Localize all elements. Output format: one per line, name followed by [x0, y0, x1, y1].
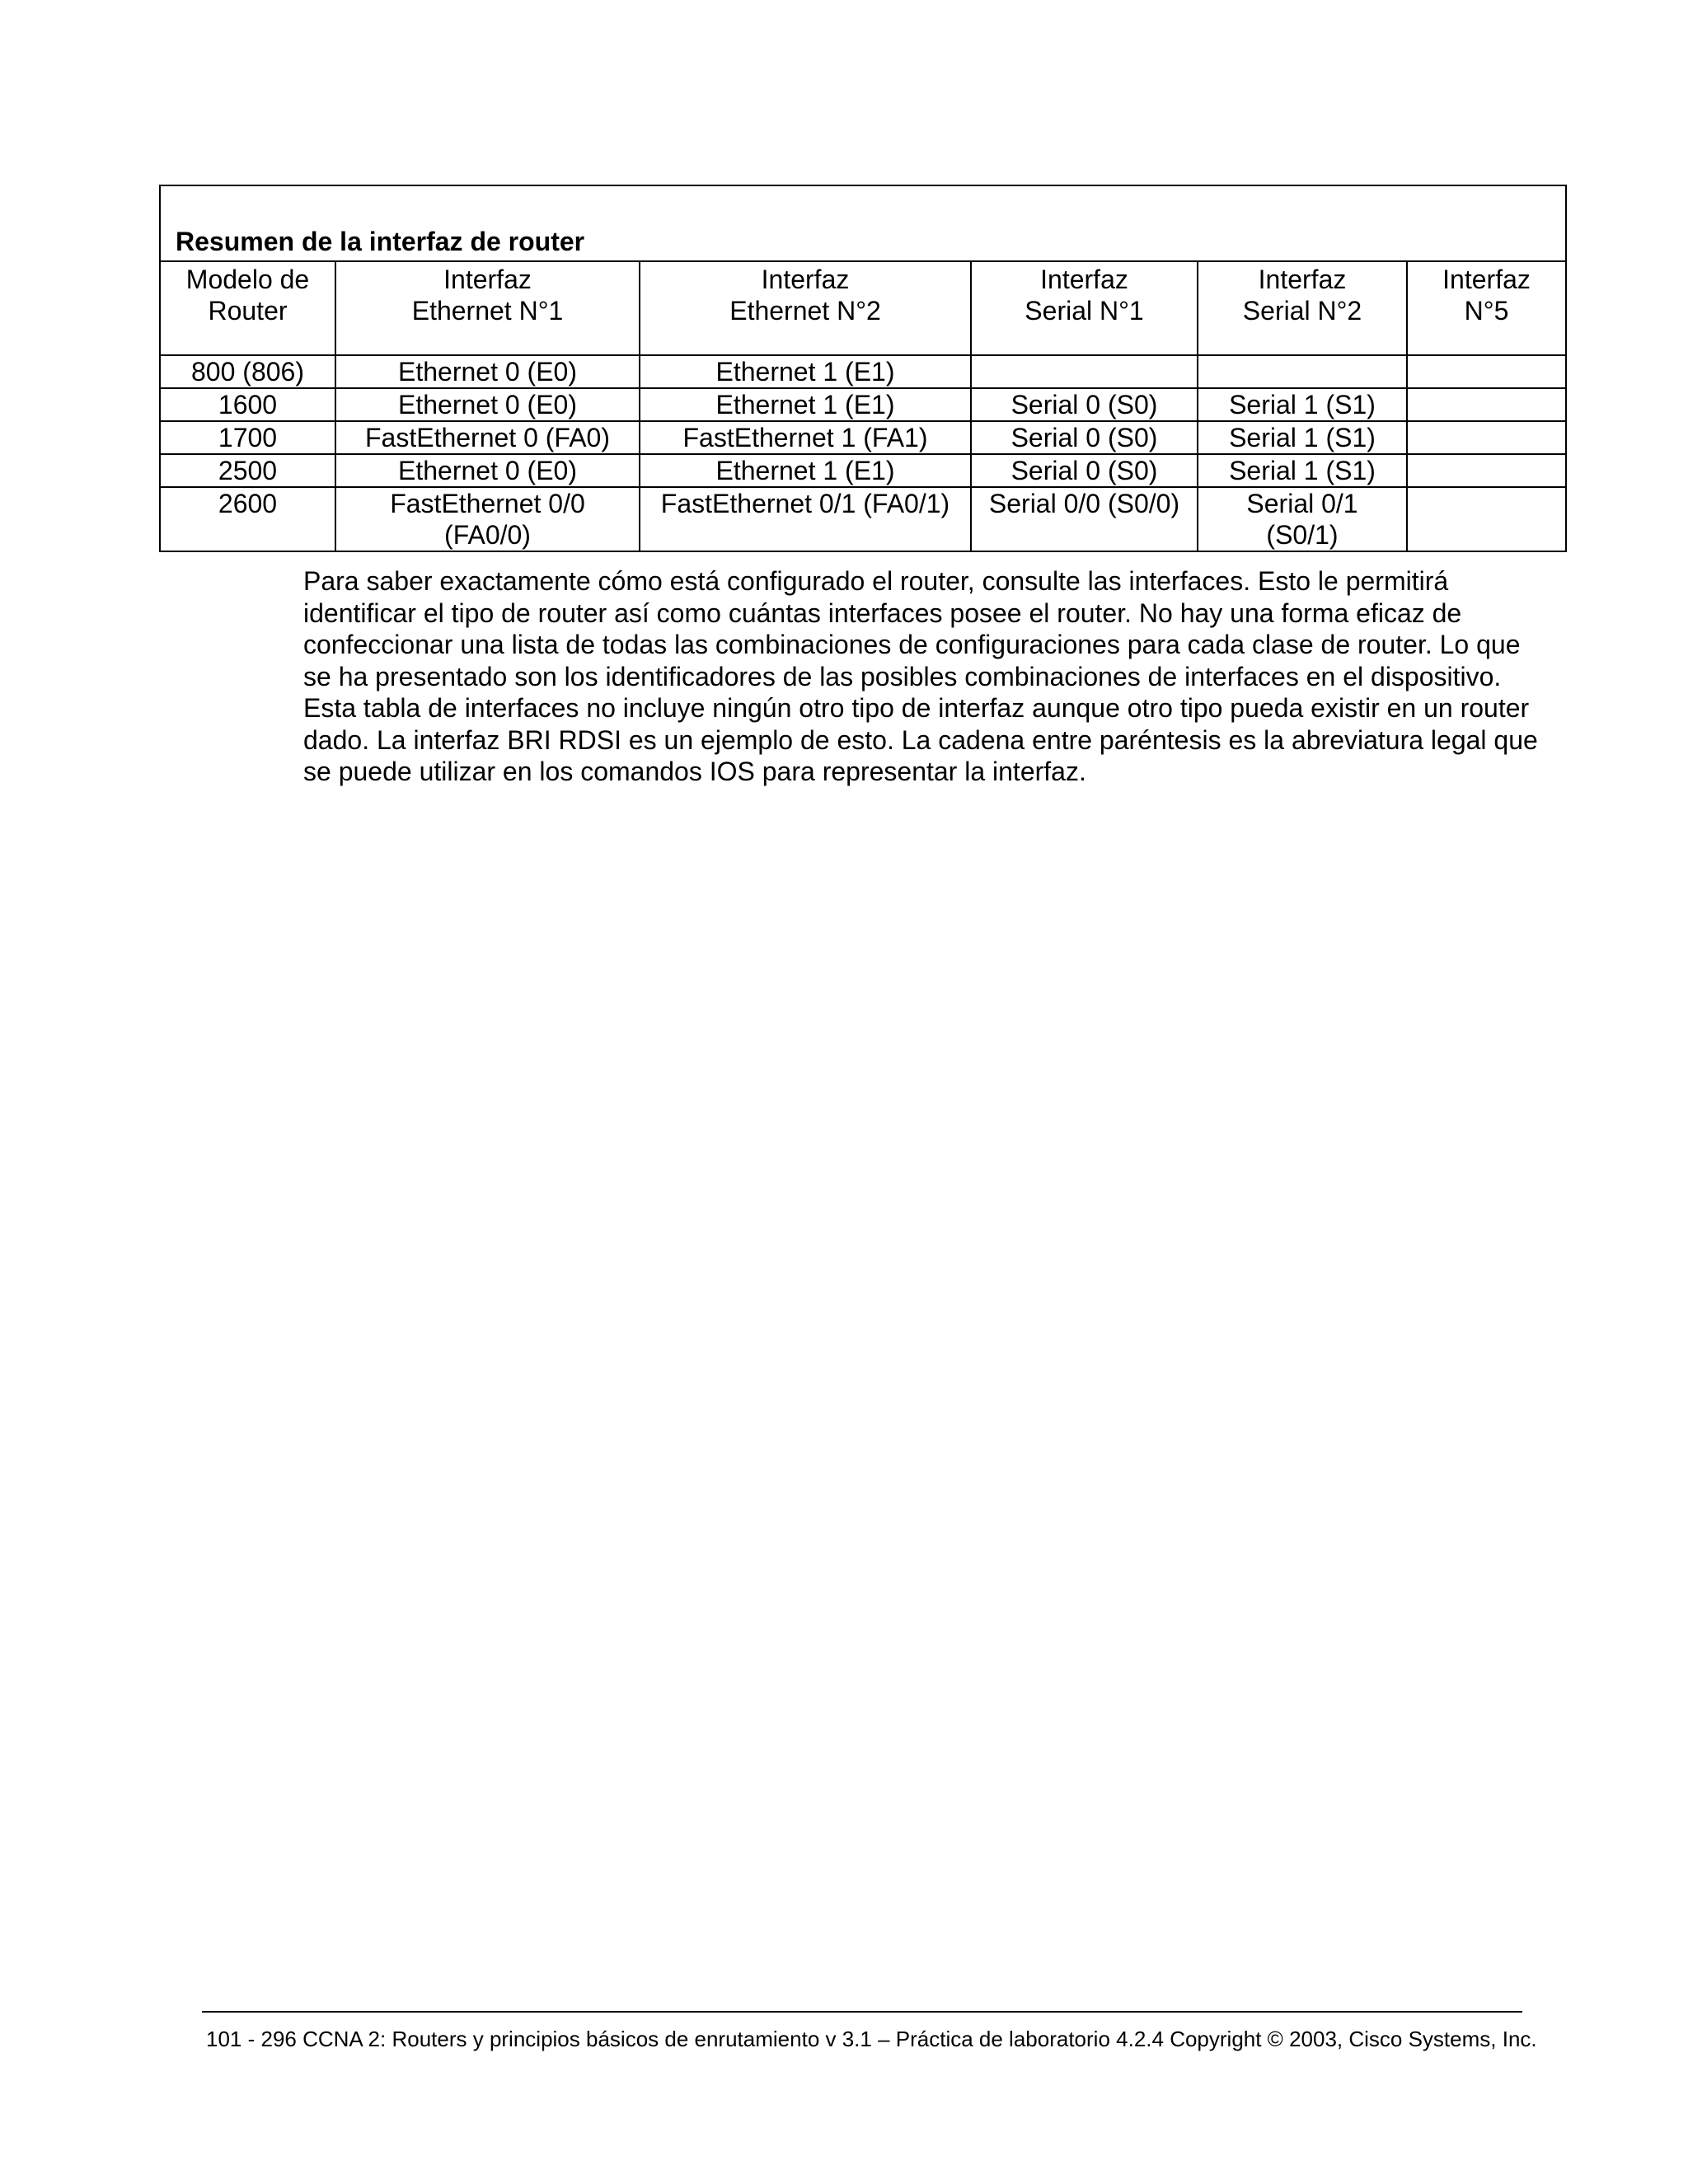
- cell-ethernet-2: [640, 454, 971, 487]
- cell-serial-1: [971, 355, 1198, 388]
- table-header-row: [160, 261, 1566, 355]
- cell-serial-2: [1198, 454, 1407, 487]
- header-line: Ethernet N°2: [729, 296, 881, 326]
- column-header-ethernet-1: [335, 261, 640, 355]
- cell-ethernet-2: [640, 388, 971, 421]
- table-row: [160, 421, 1566, 454]
- cell-text: (FA0/0): [444, 520, 531, 550]
- header-line: Interfaz: [1442, 265, 1531, 294]
- cell-interface-5: [1407, 421, 1566, 454]
- cell-text: Serial 1 (S1): [1229, 390, 1376, 419]
- cell-model: [160, 421, 335, 454]
- table-row: [160, 454, 1566, 487]
- cell-ethernet-1: [335, 454, 640, 487]
- cell-text: FastEthernet 0/0: [390, 489, 585, 518]
- header-line: Router: [208, 296, 288, 326]
- cell-text: Serial 0 (S0): [1010, 423, 1158, 452]
- cell-serial-2: [1198, 388, 1407, 421]
- cell-serial-2: [1198, 487, 1407, 551]
- cell-ethernet-2: [640, 421, 971, 454]
- header-line: Ethernet N°1: [411, 296, 564, 326]
- cell-text: Ethernet 1 (E1): [715, 390, 895, 419]
- cell-ethernet-1: [335, 421, 640, 454]
- cell-text: 800 (806): [191, 357, 304, 387]
- cell-text: Serial 1 (S1): [1229, 423, 1376, 452]
- cell-text: FastEthernet 0 (FA0): [364, 423, 610, 452]
- cell-ethernet-2: [640, 355, 971, 388]
- table-title: Resumen de la interfaz de router: [160, 185, 1566, 261]
- page-footer: 101 - 296 CCNA 2: Routers y principios básicos de enrutamiento v 3.1 – Práctica de laboratorio 4.2.4 Copyright © 2003, Cisco Systems, Inc.: [206, 2027, 1537, 2051]
- column-header-serial-1: [971, 261, 1198, 355]
- cell-text: FastEthernet 0/1 (FA0/1): [660, 489, 950, 518]
- cell-text: Serial 0 (S0): [1010, 456, 1158, 485]
- cell-serial-1: [971, 454, 1198, 487]
- cell-serial-2: [1198, 355, 1407, 388]
- table-row: [160, 355, 1566, 388]
- cell-text: 2500: [218, 456, 278, 485]
- column-header-model: [160, 261, 335, 355]
- cell-text: Serial 1 (S1): [1229, 456, 1376, 485]
- cell-text: 2600: [218, 489, 278, 518]
- cell-interface-5: [1407, 388, 1566, 421]
- table-title-row: [160, 185, 1566, 261]
- cell-text: Ethernet 0 (E0): [398, 456, 577, 485]
- cell-text: Ethernet 0 (E0): [398, 357, 577, 387]
- cell-text: FastEthernet 1 (FA1): [682, 423, 928, 452]
- table-body: [160, 355, 1566, 551]
- cell-serial-2: [1198, 421, 1407, 454]
- cell-text: Ethernet 1 (E1): [715, 456, 895, 485]
- cell-model: [160, 454, 335, 487]
- cell-text: Ethernet 1 (E1): [715, 357, 895, 387]
- table-row: [160, 487, 1566, 551]
- cell-text: Ethernet 0 (E0): [398, 390, 577, 419]
- header-line: N°5: [1464, 296, 1509, 326]
- cell-serial-1: [971, 388, 1198, 421]
- cell-ethernet-1: [335, 355, 640, 388]
- cell-model: [160, 355, 335, 388]
- cell-model: [160, 487, 335, 551]
- header-line: Interfaz: [1258, 265, 1347, 294]
- cell-interface-5: [1407, 487, 1566, 551]
- explanatory-paragraph: Para saber exactamente cómo está configurado el router, consulte las interfaces. Esto le permitirá identificar el tipo de router así como cuántas interfaces posee el router. No hay una forma eficaz de confeccionar una lista de todas las combinaciones de configuraciones para cada clase de router. Lo que se ha presentado son los identificadores de las posibles combinaciones de interfaces en el dispositivo. Esta tabla de interfaces no incluye ningún otro tipo de interfaz aunque otro tipo pueda existir en un router dado. La interfaz BRI RDSI es un ejemplo de esto. La cadena entre paréntesis es la abreviatura legal que se puede utilizar en los comandos IOS para representar la interfaz.: [303, 566, 1538, 786]
- cell-ethernet-1: [335, 487, 640, 551]
- cell-text: Serial 0 (S0): [1010, 390, 1158, 419]
- table-row: [160, 388, 1566, 421]
- cell-ethernet-1: [335, 388, 640, 421]
- header-line: Modelo de: [185, 265, 310, 294]
- cell-serial-1: [971, 487, 1198, 551]
- column-header-ethernet-2: [640, 261, 971, 355]
- router-interface-summary-table: [159, 185, 1567, 552]
- column-header-interface-5: [1407, 261, 1566, 355]
- cell-text: (S0/1): [1266, 520, 1339, 550]
- footer-divider: [202, 2011, 1522, 2013]
- header-line: Interfaz: [443, 265, 532, 294]
- cell-text: 1700: [218, 423, 278, 452]
- cell-text: 1600: [218, 390, 278, 419]
- cell-text: Serial 0/1: [1246, 489, 1358, 518]
- header-line: Serial N°1: [1025, 296, 1144, 326]
- cell-ethernet-2: [640, 487, 971, 551]
- column-header-serial-2: [1198, 261, 1407, 355]
- cell-serial-1: [971, 421, 1198, 454]
- cell-model: [160, 388, 335, 421]
- cell-interface-5: [1407, 454, 1566, 487]
- cell-interface-5: [1407, 355, 1566, 388]
- cell-text: Serial 0/0 (S0/0): [988, 489, 1180, 518]
- header-line: Serial N°2: [1242, 296, 1362, 326]
- header-line: Interfaz: [761, 265, 850, 294]
- header-line: Interfaz: [1040, 265, 1128, 294]
